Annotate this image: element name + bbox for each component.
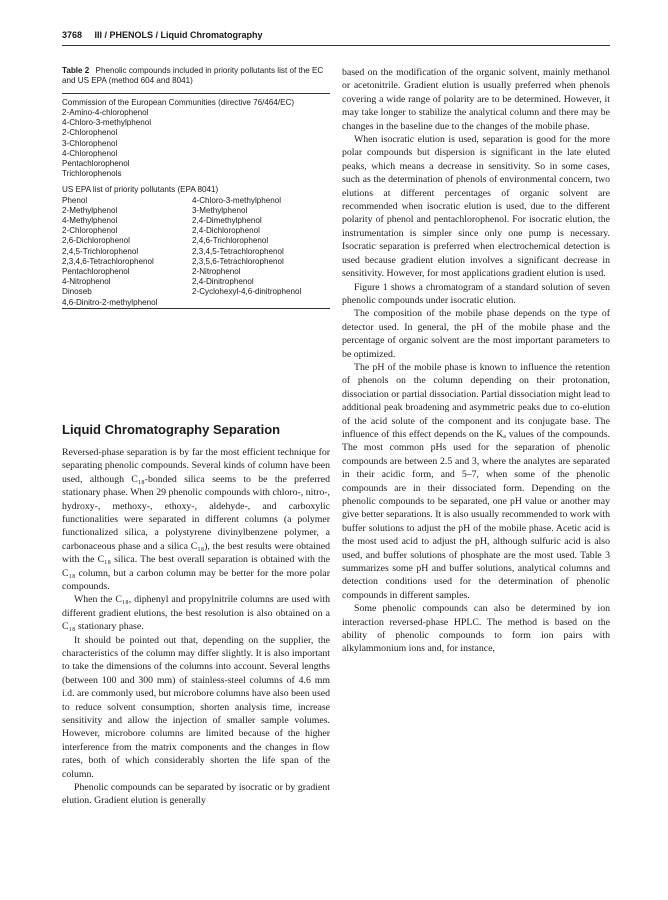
header-rule [62,45,610,46]
left-column [62,66,330,808]
epa-compound: 3-Methylphenol [192,205,248,215]
ec-compound: 3-Chlorophenol [62,138,118,148]
paragraph: Some phenolic compounds can also be determined by ion interaction reversed-phase HPLC. The method is based on the ability of phenolic compounds to form ion pairs with alkylammonium ions and, for instance, [342,603,610,655]
epa-compound: Phenol [62,195,88,205]
epa-compound: 4-Methylphenol [62,216,118,226]
paragraph: When the C₁₈, diphenyl and propylnitrile columns are used with different gradient elutions, the best resolution is also obtained on a C₁₈ stationary phase. [62,594,330,633]
epa-compound: Dinoseb [62,287,92,297]
section-heading: Liquid Chromatography Separation [62,421,281,437]
epa-compound: Pentachlorophenol [62,267,130,277]
table-bottom-rule [62,308,330,309]
paragraph: based on the modification of the organic solvent, mainly methanol or acetonitrile. Gradient elution is usually preferred when phenols covering a wide range of polarity are to be determined. However, it may take longer to stabilize the analytical column and there may be changes in the baseline due to the changes of the mobile phase. [342,67,610,132]
epa-section-title: US EPA list of priority pollutants (EPA 8041) [62,185,219,195]
paragraph: Reversed-phase separation is by far the most efficient technique for separating phenolic compounds. Several kinds of column have been used, although C₁₈-bonded silica seems to be the preferred stationary phase. When 29 phenolic compounds with chloro-, nitro-, hydroxy-, methoxy-, ethoxy-, aldehyde-, and carboxylic functionalities were separated in different columns (a polymer functionalized silica, a polystyrene divinylbenzene polymer, a carbonaceous phase and a silica C₁₈), the best results were obtained with the C₁₈ silica. The best overall separation is obtained with the C₁₈ column, but a carbon column may be better for the more polar compounds. [62,446,330,592]
paragraph: The pH of the mobile phase is known to influence the retention of phenols on the column depending on their protonation, dissociation or partial dissociation. Partial dissociation might lead to additional peak broadening and asymmetric peaks due to co-elution of the acid solute of the component and its conjugate base. The influence of this effect depends on the Kₐ values of the compounds. The most common pHs used for the separation of phenolic compounds are between 2.5 and 3, where the analytes are separated in their acidic form, and 5–7, when some of the phenolic compounds are in their dissociated form. Depending on the phenolic compounds to be separated, one pH value or another may give better separations. It is also usually recommended to work with buffer solutions to adjust the pH of the mobile phase. Acetic acid is the most used acid to adjust the pH, although sulfuric acid is also used, and buffer solutions of phosphate are the most used. Table 3 summarizes some pH and buffer solutions, analytical columns and detection conditions used for the determination of phenolic compounds in different samples. [342,361,611,601]
table-2 [62,94,330,308]
ec-compound: 2-Amino-4-chlorophenol [62,108,149,118]
running-title: III / PHENOLS / Liquid Chromatography [94,30,263,40]
epa-compound: 2,4-Dichlorophenol [192,226,260,236]
epa-compound: 2,4-Dinitrophenol [192,277,254,287]
epa-compound: 2-Cyclohexyl-4,6-dinitrophenol [192,287,302,297]
epa-compound: 4,6-Dinitro-2-methylphenol [62,297,158,307]
table-caption-text: Phenolic compounds included in priority pollutants list of the EC and US EPA (method 604 and 8041) [62,66,324,86]
ec-compound: Trichlorophenols [62,169,122,179]
epa-compound: 2,3,4,5-Tetrachlorophenol [192,246,284,256]
paragraph: It should be pointed out that, depending on the supplier, the characteristics of the column may differ slightly. It is also important to take the dimensions of the columns into account. Several lengths (between 100 and 300 mm) of stainless-steel columns of 4.6 mm i.d. are commonly used, but microbore columns have also been used to reduce solvent consumption, shorten analysis time, increase sensitivity and allow the injection of smaller sample volumes. However, microbore columns are limited because of the higher interference from the matrix components and the changes in flow rates, both of which considerably shorten the life span of the column. [62,634,330,780]
paragraph: The composition of the mobile phase depends on the type of detector used. In general, the pH of the mobile phase and the percentage of organic solvent are the most important parameters to be optimized. [342,308,610,360]
right-body-text [342,66,610,656]
epa-compound: 2,3,4,6-Tetrachlorophenol [62,256,154,266]
table-label: Table 2 [62,66,90,75]
epa-compound: 2,4,5-Trichlorophenol [62,246,139,256]
paragraph: Figure 1 shows a chromatogram of a standard solution of seven phenolic compounds under isocratic elution. [342,281,610,306]
ec-compound: 4-Chlorophenol [62,148,118,158]
ec-compound: 2-Chlorophenol [62,128,118,138]
paragraph: Phenolic compounds can be separated by isocratic or by gradient elution. Gradient elution is generally [62,782,330,807]
running-header [62,30,610,40]
ec-compound: Pentachlorophenol [62,159,130,169]
left-body-text [62,446,330,808]
page-number: 3768 [62,30,83,40]
epa-compound: 4-Nitrophenol [62,277,111,287]
ec-section-title: Commission of the European Communities (directive 76/464/EC) [62,97,295,107]
epa-compound [192,298,330,308]
paragraph: When isocratic elution is used, separation is good for the more polar compounds but dispersion is significant in the late eluted peaks, which means a decrease in sensitivity. So in some cases, such as the determination of phenols of environmental concern, two elutions at different percentages of organic solvent are recommended when isocratic elution is used, due to the different polarity of phenol and pentachlorophenol. For isocratic elution, the instrumentation is simpler since only one pump is necessary. Isocratic separation is preferred when electrochemical detection is used because gradient elution involves a significant decrease in sensitivity. However, for most applications gradient elution is used. [342,134,610,280]
table-caption [62,66,330,87]
epa-compound: 2,3,5,6-Tetrachlorophenol [192,256,284,266]
epa-compound: 2,6-Dichlorophenol [62,236,130,246]
epa-compound: 2,4,6-Trichlorophenol [192,236,269,246]
epa-compound: 4-Chloro-3-methylphenol [192,195,282,205]
epa-compound: 2-Methylphenol [62,205,118,215]
epa-compound: 2,4-Dimethylphenol [192,216,262,226]
ec-list [62,108,330,179]
epa-compound: 2-Nitrophenol [192,267,241,277]
ec-compound: 4-Chloro-3-methylphenol [62,118,152,128]
epa-grid [62,196,330,308]
right-column [342,66,610,656]
epa-compound: 2-Chlorophenol [62,226,118,236]
